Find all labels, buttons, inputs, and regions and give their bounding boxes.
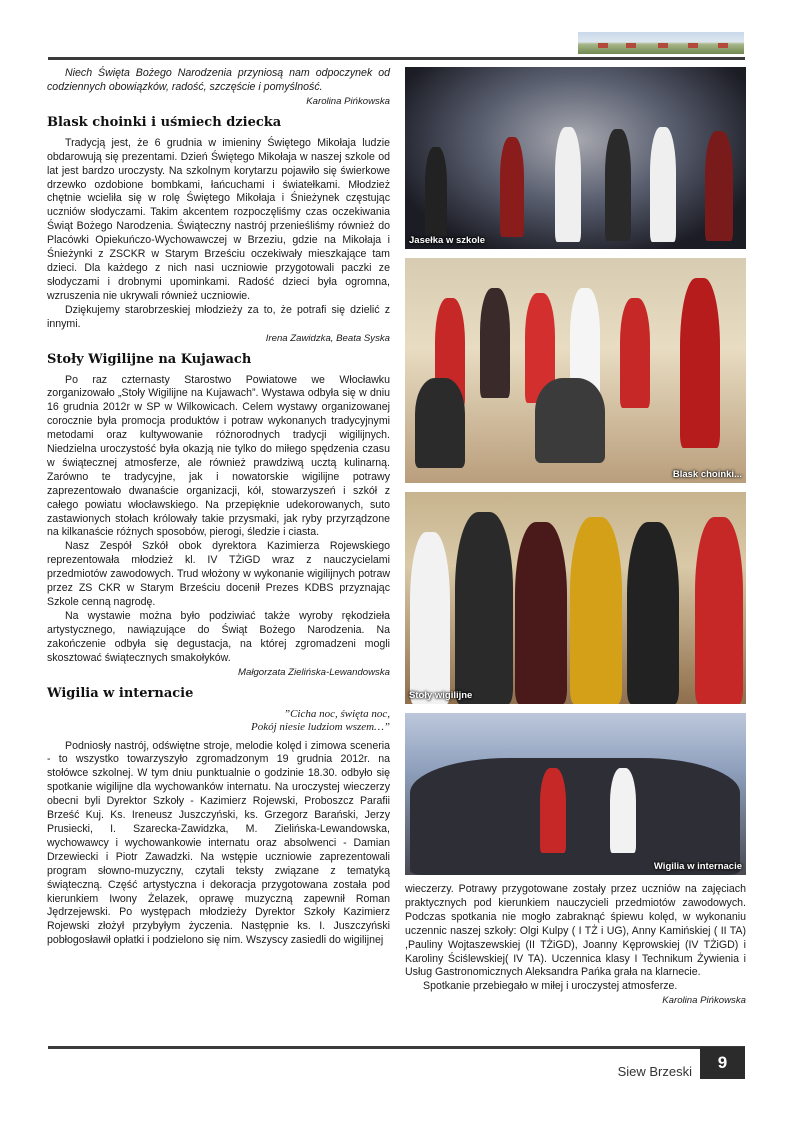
photo-blask-choinki bbox=[405, 258, 746, 483]
carol-quote-line: ”Cicha noc, święta noc, bbox=[283, 707, 390, 720]
magazine-title: Siew Brzeski bbox=[617, 1064, 692, 1079]
photo-jaselka bbox=[405, 67, 746, 249]
article3-author: Karolina Pińkowska bbox=[662, 995, 746, 1007]
article-title-stoly-wigilijne: Stoły Wigilijne na Kujawach bbox=[47, 351, 252, 367]
photo-caption: Stoły wigilijne bbox=[409, 690, 473, 701]
article3-paragraph: Spotkanie przebiegało w miłej i uroczystej atmosferze. bbox=[423, 980, 678, 993]
intro-author: Karolina Pińkowska bbox=[306, 95, 390, 107]
photo-wigilia-internat bbox=[405, 713, 746, 875]
photo-caption: Jasełka w szkole bbox=[409, 235, 486, 246]
article2-author: Małgorzata Zielińska-Lewandowska bbox=[238, 666, 390, 678]
article1-paragraph: Dziękujemy starobrzeskiej młodzieży za to, że potrafi się dzielić z innymi. bbox=[47, 303, 390, 330]
article2-paragraph: Nasz Zespół Szkół obok dyrektora Kazimierza Rojewskiego reprezentowała młodzież kl. IV TŻiGD wraz z nauczycielami przedmiotów zawodowych. Trud włożony w wykonanie wigilijnych potraw przez ZS CKR w Starym Brześciu docenił Prezes KDBS przyznając Szkole cenną nagrodę. bbox=[47, 540, 390, 608]
article2-paragraph: Na wystawie można było podziwiać także wyroby rękodzieła artystycznego, nawiązujące do Świąt Bożego Narodzenia. Na zakończenie odbyła się degustacja, na której zgromadzeni mogli skosztować świątecznych smakołyków. bbox=[47, 609, 390, 664]
article1-author: Irena Zawidzka, Beata Syska bbox=[265, 332, 390, 344]
article3-continuation: wieczerzy. Potrawy przygotowane zostały przez uczniów na zajęciach praktycznych pod kierunkiem nauczycieli przedmiotów zawodowych. Podczas spotkania nie mogło zabraknąć śpiewu kolęd, w wykonaniu uczennic naszej szkoły: Olgi Kulpy ( I TŻ i UG), Anny Kamińskiej ( II TA) ,Pauliny Wojtaszewskiej (II TŻiGD), Joanny Kęprowskiej (IV TŻiGD) i Karoliny Ściślewskiej( IV TA). Uczennica klasy I Technikum Żywienia i Usług Gastronomicznych Aleksandra Pańka grała na klarnecie. bbox=[405, 883, 746, 979]
left-column bbox=[47, 67, 390, 948]
article-title-blask-choinki: Blask choinki i uśmiech dziecka bbox=[47, 114, 282, 130]
header-image bbox=[578, 32, 744, 54]
right-column bbox=[405, 67, 746, 1007]
page-number: 9 bbox=[700, 1047, 745, 1079]
photo-stoly-wigilijne bbox=[405, 492, 746, 704]
bottom-rule bbox=[48, 1046, 745, 1049]
intro-text: Niech Święta Bożego Narodzenia przyniosą nam odpoczynek od codziennych obowiązków, radość, szczęście i pomyślność. bbox=[47, 67, 390, 93]
article2-paragraph: Po raz czternasty Starostwo Powiatowe we Włocławku zorganizowało „Stoły Wigilijne na Kujawach”. Wystawa odbyła się w dniu 16 grudnia 2012r w SP w Wilkowicach. Celem wystawy organizowanej corocznie była promocja produktów i potraw wykonanych tradycyjnymi metodami oraz kultywowanie różnorodnych tradycji wigilijnych. Niedzielna uroczystość była okazją nie tylko do miłego spędzenia czasu w świątecznej atmosferze, ale również prawdziwą ucztą kulinarną. Zarówno te tradycyjne, jak i nowatorskie wigilijne potrawy zaprezentowało dwanaście organizacji, kół, stowarzyszeń i szkół z całego powiatu włocławskiego. Na przepięknie udekorowanych, suto zastawionych stołach królowały takie przysmaki, jak ryby przyrządzone na kilkanaście różnych sposobów, pierogi, śledzie i ciasta. bbox=[47, 373, 390, 539]
photo-caption: Blask choinki... bbox=[672, 469, 742, 480]
article1-paragraph: Tradycją jest, że 6 grudnia w imieniny Świętego Mikołaja ludzie obdarowują się prezentami. Dzień Świętego Mikołaja w naszej szkole od lat jest bardzo uroczysty. Na szkolnym korytarzu pojawiło się świerkowe drzewko ozdobione bombkami, łańcuchami i światełkami. Młodzież chętnie wcieliła się w rolę Świętego Mikołaja i Śnieżynek częstując uczniów słodyczami. Takim akcentem rozpoczęliśmy czas oczekiwania Świąt Bożego Narodzenia. Świąteczny nastrój przenieśliśmy również do Placówki Opiekuńczo-Wychowawczej w Brzeziu, gdzie na Mikołaja i Śnieżynki z ZSCKR w Starym Brześciu oczekiwały mieszkające tam dzieci. Dla każdego z nich nasi uczniowie przygotowali paczki ze słodyczami i drobnymi upominkami. Radość dzieci była ogromna, wzruszenia nie ukrywali również uczniowie. bbox=[47, 136, 390, 302]
article-title-wigilia-internat: Wigilia w internacie bbox=[47, 685, 194, 701]
article3-paragraph: Podniosły nastrój, odświętne stroje, melodie kolęd i zimowa sceneria - to wszystko towarzyszyło zgromadzonym 19 grudnia 2012r. na stołówce szkolnej. W tym dniu punktualnie o godzinie 18.30. odbyło się spotkanie wigilijne dla wychowanków internatu. Na uroczystej wieczerzy obecni byli Dyrektor Szkoły - Kazimierz Rojewski, Proboszcz Parafii Brześć Kuj. Ks. Ireneusz Juszczyński, ks. Grzegorz Barański, Jerzy Prusiecki, I. Szarecka-Zawidzka, M. Zielińska-Lewandowska, wychowawcy i wychowankowie internatu oraz absolwenci - Damian Drzewiecki i Piotr Zawadzki. Na wstępie uczniowie zaprezentowali program słowno-muzyczny, czytali teksty związane z tematyką świąteczną. Część artystyczna i dekoracja przygotowana została pod kierunkiem Iwony Żelazek, oprawę muzyczną zapewnił Roman Jędrzejewski. Po występach młodzieży Dyrektor Szkoły Kazimierz Rojewski złożył przybyłym życzenia. Następnie ks. I. Juszczyński pobłogosławił opłatki i podzielono się nim. Wszyscy zasiedli do wigilijnej bbox=[47, 739, 390, 947]
photo-caption: Wigilia w internacie bbox=[653, 861, 742, 872]
carol-quote-line: Pokój niesie ludziom wszem…” bbox=[250, 720, 390, 733]
top-rule bbox=[48, 57, 745, 60]
